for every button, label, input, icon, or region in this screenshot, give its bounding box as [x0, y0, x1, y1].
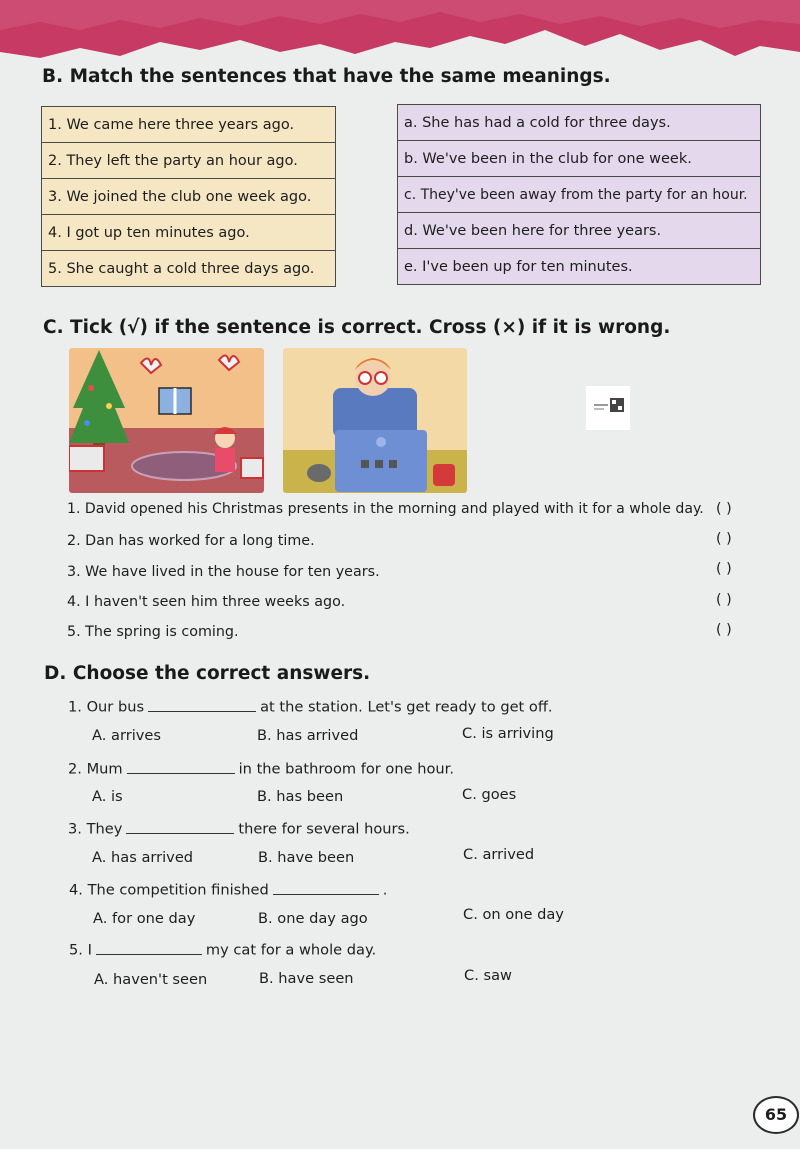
option-b[interactable]: B. have seen — [259, 970, 354, 987]
question-item — [69, 939, 376, 959]
option-c[interactable]: C. is arriving — [462, 725, 554, 742]
left-sentence: 5. She caught a cold three days ago. — [42, 251, 336, 287]
right-sentence: e. I've been up for ten minutes. — [398, 249, 761, 285]
option-a[interactable]: A. is — [92, 788, 123, 805]
right-sentence: b. We've been in the club for one week. — [398, 141, 761, 177]
option-b[interactable]: B. one day ago — [258, 910, 368, 927]
sentence-item: 2. Dan has worked for a long time. — [67, 533, 315, 549]
sentence-item: 4. I haven't seen him three weeks ago. — [67, 594, 346, 610]
option-a[interactable]: A. haven't seen — [94, 971, 208, 988]
section-b-title: B. Match the sentences that have the same meanings. — [42, 66, 611, 87]
question-item — [68, 696, 553, 716]
question-end: there for several hours. — [238, 820, 410, 838]
table-row — [42, 215, 336, 251]
question-item — [69, 879, 387, 899]
question-item — [68, 758, 454, 778]
answer-bracket[interactable]: ( ) — [716, 501, 732, 517]
right-sentence: d. We've been here for three years. — [398, 213, 761, 249]
left-sentence: 2. They left the party an hour ago. — [42, 143, 336, 179]
answer-blank[interactable] — [148, 696, 256, 712]
question-end: my cat for a whole day. — [205, 941, 377, 959]
table-row — [42, 251, 336, 287]
table-row — [398, 213, 761, 249]
office-worker-illustration — [283, 348, 467, 493]
question-item — [68, 818, 410, 838]
table-row — [42, 107, 336, 143]
left-sentence: 1. We came here three years ago. — [42, 107, 336, 143]
match-right-table — [397, 104, 761, 285]
question-start: 3. They — [68, 820, 123, 838]
table-row — [42, 143, 336, 179]
option-a[interactable]: A. arrives — [92, 727, 161, 744]
page-number: 65 — [753, 1096, 799, 1134]
answer-blank[interactable] — [273, 879, 379, 895]
table-row — [42, 179, 336, 215]
option-b[interactable]: B. has arrived — [257, 727, 359, 744]
option-a[interactable]: A. has arrived — [92, 849, 194, 866]
answer-blank[interactable] — [127, 758, 235, 774]
question-start: 5. I — [69, 941, 92, 959]
option-b[interactable]: B. has been — [257, 788, 344, 805]
answer-bracket[interactable]: ( ) — [716, 592, 732, 608]
right-sentence: a. She has had a cold for three days. — [398, 105, 761, 141]
top-banner — [0, 0, 800, 62]
option-c[interactable]: C. saw — [464, 967, 512, 984]
table-row — [398, 141, 761, 177]
question-start: 4. The competition finished — [69, 881, 269, 899]
question-end: . — [382, 881, 388, 899]
sentence-item: 3. We have lived in the house for ten years. — [67, 564, 380, 580]
section-c-title: C. Tick (√) if the sentence is correct. Cross (×) if it is wrong. — [43, 317, 671, 338]
question-end: at the station. Let's get ready to get off. — [260, 698, 553, 716]
option-c[interactable]: C. goes — [462, 786, 517, 803]
qr-code-icon — [586, 386, 630, 430]
left-sentence: 4. I got up ten minutes ago. — [42, 215, 336, 251]
question-start: 2. Mum — [68, 760, 123, 778]
sentence-item: 1. David opened his Christmas presents in the morning and played with it for a whole day. — [67, 501, 704, 517]
left-sentence: 3. We joined the club one week ago. — [42, 179, 336, 215]
answer-bracket[interactable]: ( ) — [716, 622, 732, 638]
answer-blank[interactable] — [96, 939, 202, 955]
sentence-item: 5. The spring is coming. — [67, 624, 239, 640]
section-d-title: D. Choose the correct answers. — [44, 663, 371, 684]
table-row — [398, 177, 761, 213]
option-b[interactable]: B. have been — [258, 849, 355, 866]
match-left-table — [41, 106, 336, 287]
option-c[interactable]: C. on one day — [463, 906, 564, 923]
christmas-illustration — [69, 348, 264, 493]
answer-bracket[interactable]: ( ) — [716, 531, 732, 547]
table-row — [398, 249, 761, 285]
answer-bracket[interactable]: ( ) — [716, 561, 732, 577]
question-start: 1. Our bus — [68, 698, 145, 716]
table-row — [398, 105, 761, 141]
answer-blank[interactable] — [126, 818, 234, 834]
option-a[interactable]: A. for one day — [93, 910, 196, 927]
option-c[interactable]: C. arrived — [463, 846, 535, 863]
right-sentence: c. They've been away from the party for an hour. — [398, 177, 761, 213]
question-end: in the bathroom for one hour. — [238, 760, 454, 778]
